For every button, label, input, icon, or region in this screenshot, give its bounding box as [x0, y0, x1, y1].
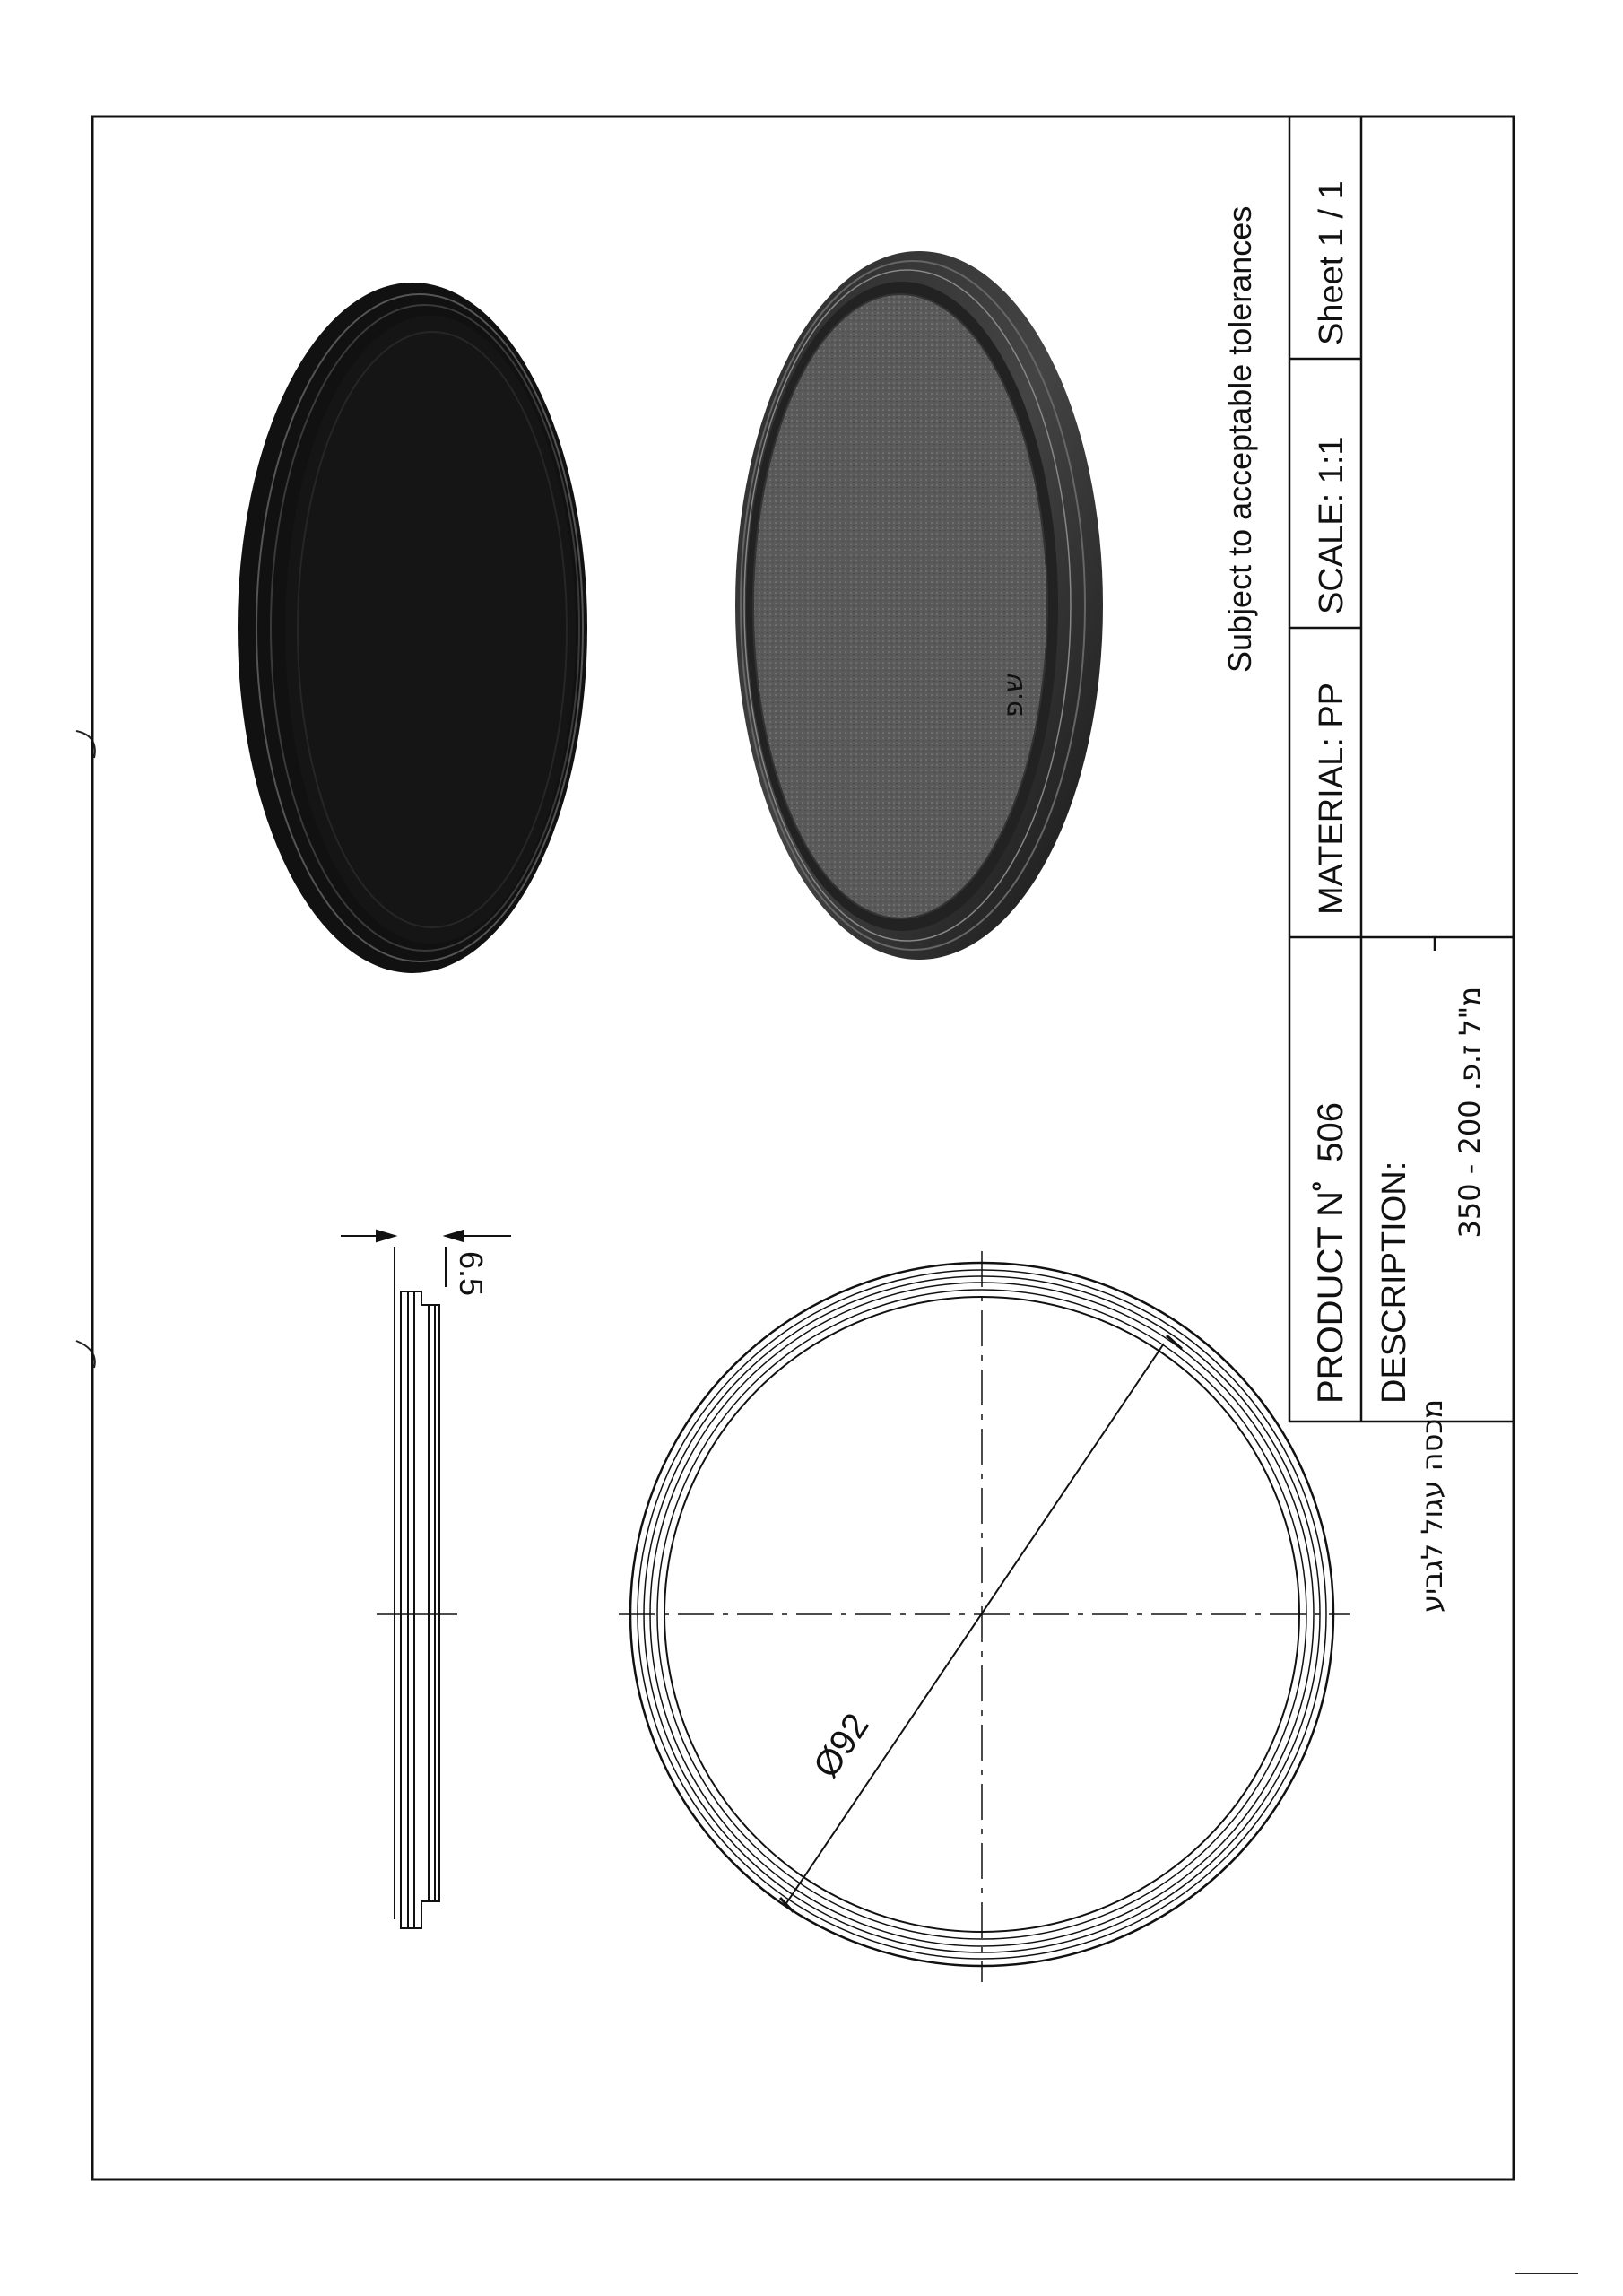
product-label: PRODUCT $N^º506$	[1307, 1101, 1350, 1404]
side-view	[341, 1231, 511, 1928]
isometric-view-bottom	[735, 251, 1103, 960]
description-line-1: מכסה עגול לגביע	[1415, 1399, 1449, 1613]
engraving-mark: ש.פ	[998, 673, 1029, 718]
plan-view	[619, 1251, 1350, 1982]
scale-label: SCALE: 1:1	[1313, 436, 1350, 614]
tolerance-note: Subject to acceptable tolerances	[1221, 205, 1258, 673]
description-line-2: מ"ל ז.פ. 200 - 350	[1453, 987, 1487, 1239]
sheet-label: Sheet 1 / 1	[1313, 180, 1350, 345]
isometric-view-top	[238, 283, 587, 973]
diameter-dimension: Ø92	[805, 1706, 877, 1786]
description-label: DESCRIPTION:	[1376, 1161, 1413, 1404]
material-label: MATERIAL: PP	[1313, 682, 1350, 915]
thickness-dimension: 6.5	[453, 1251, 490, 1297]
scan-marks	[76, 731, 1578, 2274]
